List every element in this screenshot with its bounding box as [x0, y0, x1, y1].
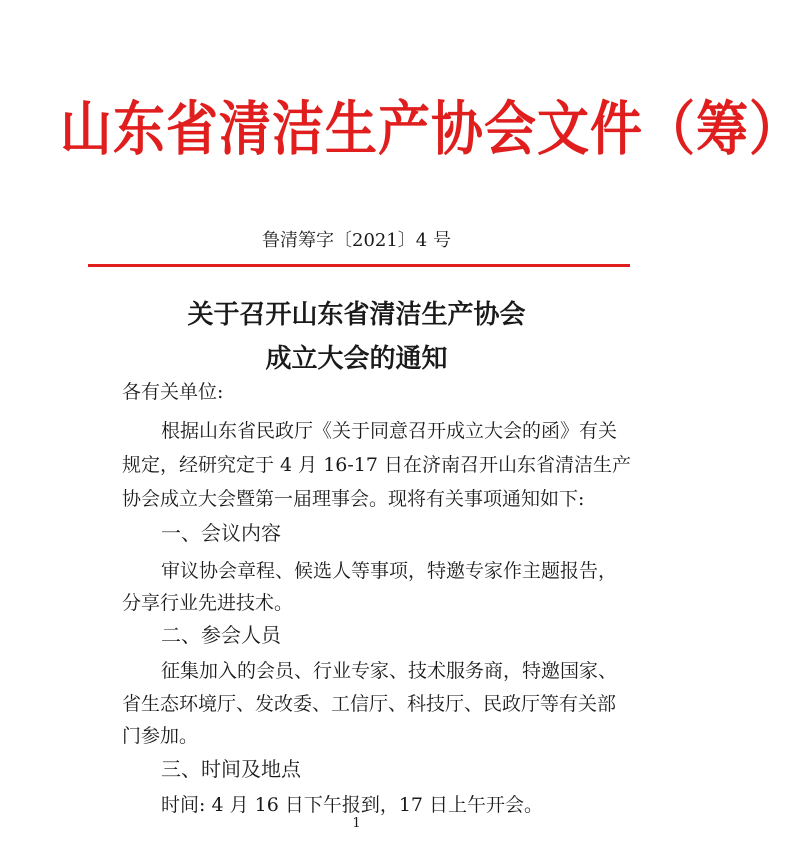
- section-3-heading: 三、时间及地点: [161, 757, 301, 781]
- document-number: 鲁清筹字〔2021〕4 号: [262, 230, 451, 251]
- paragraph-1-line-2: 规定，经研究定于 4 月 16-17 日在济南召开山东省清洁生产: [122, 454, 632, 476]
- paragraph-1-line-1: 根据山东省民政厅《关于同意召开成立大会的函》有关: [161, 420, 618, 442]
- section-2-heading: 二、参会人员: [161, 623, 281, 647]
- section-2-line-2: 省生态环境厅、发改委、工信厅、科技厅、民政厅等有关部: [122, 693, 617, 715]
- paragraph-1-line-3: 协会成立大会暨第一届理事会。现将有关事项通知如下:: [122, 488, 585, 510]
- section-1-line-2: 分享行业先进技术。: [122, 592, 294, 614]
- notice-title-line-2: 成立大会的通知: [265, 344, 448, 374]
- section-2-line-3: 门参加。: [122, 725, 199, 747]
- section-1-line-1: 审议协会章程、候选人等事项，特邀专家作主题报告，: [161, 560, 618, 582]
- section-1-heading: 一、会议内容: [161, 521, 281, 545]
- page-number: 1: [352, 816, 361, 831]
- notice-title-line-1: 关于召开山东省清洁生产协会: [187, 300, 526, 330]
- section-2-line-1: 征集加入的会员、行业专家、技术服务商，特邀国家、: [161, 660, 618, 682]
- salutation: 各有关单位:: [122, 381, 224, 403]
- document-header-title: 山东省清洁生产协会文件（筹）: [60, 95, 802, 164]
- header-divider: [88, 264, 630, 267]
- section-3-line-1: 时间: 4 月 16 日下午报到，17 日上午开会。: [161, 794, 544, 816]
